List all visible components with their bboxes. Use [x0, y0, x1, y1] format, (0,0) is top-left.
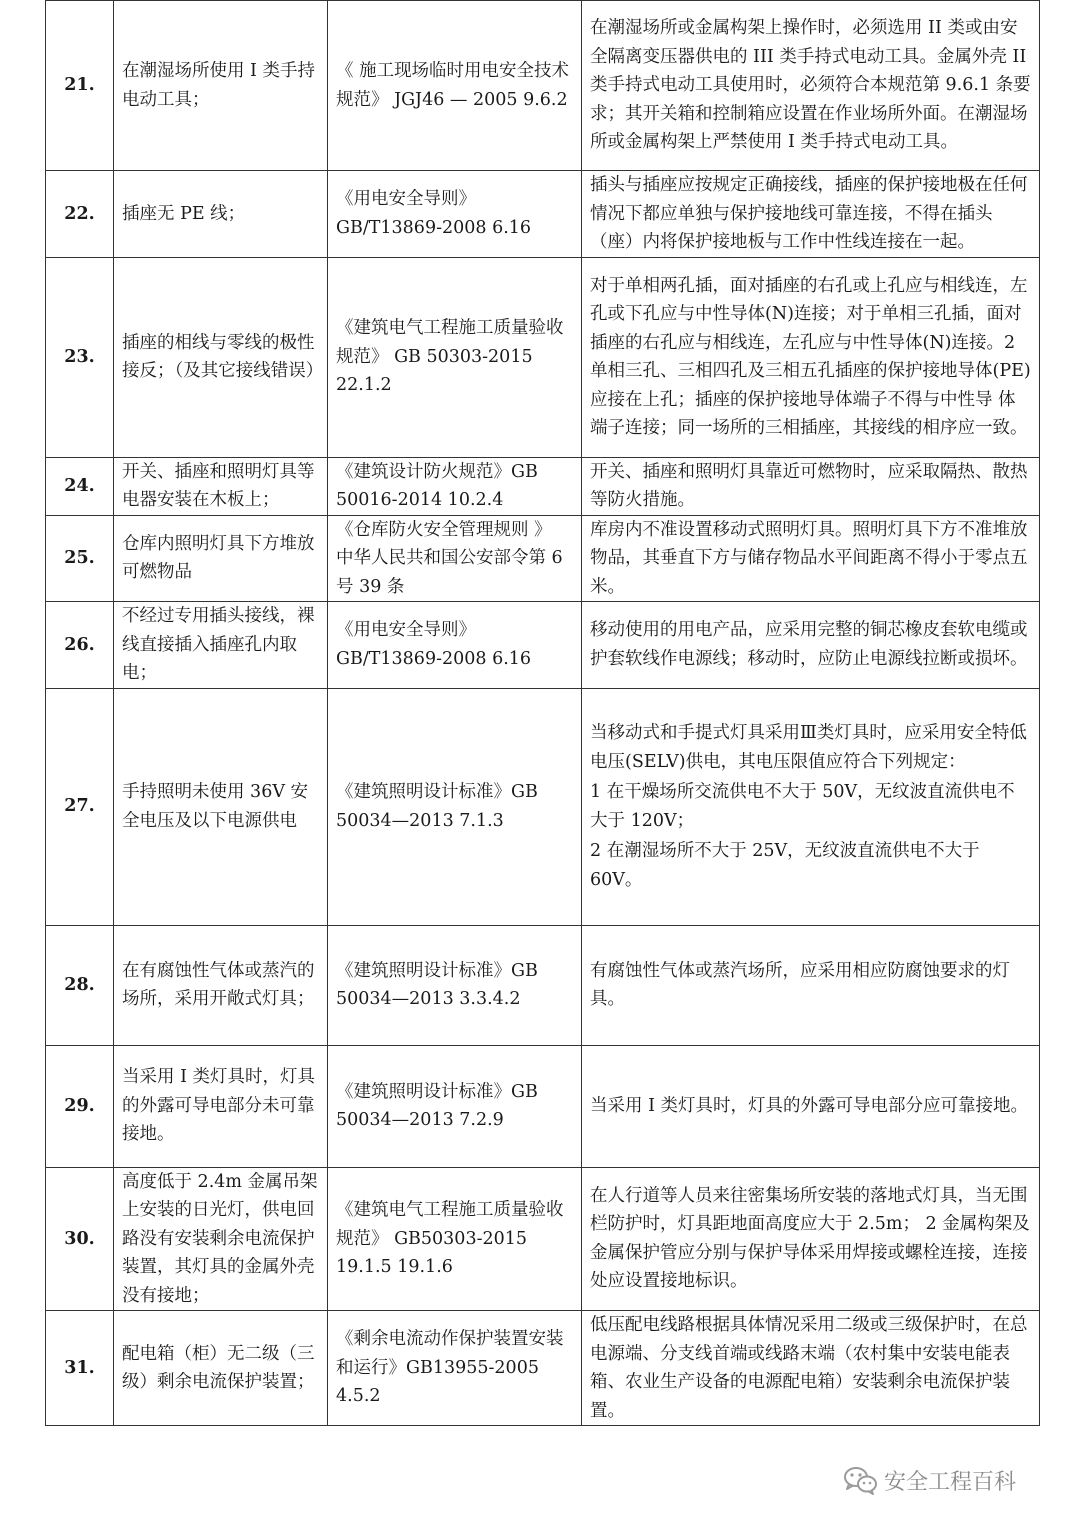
- requirement-cell: [582, 515, 1040, 602]
- table-row: [46, 602, 1040, 689]
- requirement-cell: [582, 257, 1040, 457]
- table-row: [46, 925, 1040, 1045]
- table-row: [46, 1, 1040, 171]
- table-row: [46, 1045, 1040, 1167]
- row-number: 23.: [46, 257, 114, 457]
- table-row: [46, 257, 1040, 457]
- table-row: [46, 1167, 1040, 1311]
- basis-cell: 《剩余电流动作保护装置安装和运行》GB13955-2005 4.5.2: [328, 1311, 582, 1426]
- requirement-paragraph: 当移动式和手提式灯具采用Ⅲ类灯具时，应采用安全特低电压(SELV)供电，其电压限值应符合下列规定：: [590, 723, 1027, 772]
- requirement-cell: [582, 457, 1040, 515]
- row-number: 29.: [46, 1045, 114, 1167]
- basis-cell: 《 施工现场临时用电安全技术规范》 JGJ46 — 2005 9.6.2: [328, 1, 582, 171]
- table-row: [46, 457, 1040, 515]
- requirement-paragraph: 在人行道等人员来往密集场所安装的落地式灯具，当无围栏防护时，灯具距地面高度应大于 2.5m； 2 金属构架及金属保护管应分别与保护导体采用焊接或螺栓连接，连接处应设置接地标识。: [590, 1185, 1030, 1292]
- requirement-cell: [582, 171, 1040, 258]
- issue-cell: 插座的相线与零线的极性接反；（及其它接线错误）: [114, 257, 328, 457]
- requirement-cell: [582, 1167, 1040, 1311]
- issue-cell: 不经过专用插头接线，裸线直接插入插座孔内取电；: [114, 602, 328, 689]
- requirement-cell: [582, 1, 1040, 171]
- basis-cell: 《建筑照明设计标准》GB 50034—2013 7.1.3: [328, 688, 582, 925]
- basis-cell: 《建筑照明设计标准》GB 50034—2013 3.3.4.2: [328, 925, 582, 1045]
- issue-cell: 在有腐蚀性气体或蒸汽的场所，采用开敞式灯具；: [114, 925, 328, 1045]
- basis-cell: 《建筑电气工程施工质量验收规范》 GB50303-2015 19.1.5 19.1.6: [328, 1167, 582, 1311]
- row-number: 31.: [46, 1311, 114, 1426]
- issue-cell: 仓库内照明灯具下方堆放可燃物品: [114, 515, 328, 602]
- requirement-paragraph: 对于单相两孔插，面对插座的右孔或上孔应与相线连，左孔或下孔应与中性导体(N)连接；对于单相三孔插，面对插座的右孔应与相线连，左孔应与中性导体(N)连接。2 单相三孔、三相四孔及三相五孔插座的保护接地导体(PE)应接在上孔；插座的保护接地导体端子不得与中性导 体端子连接；同一场所的三相插座，其接线的相序应一致。: [590, 275, 1031, 438]
- wechat-icon: [842, 1464, 878, 1496]
- row-number: 28.: [46, 925, 114, 1045]
- basis-cell: 《建筑照明设计标准》GB 50034—2013 7.2.9: [328, 1045, 582, 1167]
- row-number: 27.: [46, 688, 114, 925]
- requirement-paragraph: 在潮湿场所或金属构架上操作时，必须选用 II 类或由安全隔离变压器供电的 III 类手持式电动工具。金属外壳 II 类手持式电动工具使用时，必须符合本规范第 9.6.1 条要求；其开关箱和控制箱应设置在作业场所外面。在潮湿场所或金属构架上严禁使用 I 类手持式电动工具。: [590, 18, 1031, 153]
- table-body: [46, 1, 1040, 1426]
- safety-rules-table: [45, 0, 1040, 1426]
- requirement-paragraph: 当采用 I 类灯具时，灯具的外露可导电部分应可靠接地。: [590, 1095, 1029, 1116]
- table-row: [46, 171, 1040, 258]
- row-number: 22.: [46, 171, 114, 258]
- issue-cell: 插座无 PE 线；: [114, 171, 328, 258]
- requirement-paragraph: 低压配电线路根据具体情况采用二级或三级保护时，在总电源端、分支线首端或线路末端（农村集中安装电能表箱、农业生产设备的电源配电箱）安装剩余电流保护装置。: [590, 1315, 1028, 1421]
- requirement-paragraph: 插头与插座应按规定正确接线，插座的保护接地极在任何情况下都应单独与保护接地线可靠连接，不得在插头（座）内将保护接地板与工作中性线连接在一起。: [590, 175, 1028, 252]
- requirement-paragraph: 移动使用的用电产品，应采用完整的铜芯橡皮套软电缆或护套软线作电源线；移动时，应防止电源线拉断或损坏。: [590, 620, 1028, 669]
- row-number: 25.: [46, 515, 114, 602]
- issue-cell: 当采用 I 类灯具时，灯具的外露可导电部分未可靠接地。: [114, 1045, 328, 1167]
- basis-cell: 《建筑电气工程施工质量验收规范》 GB 50303-2015 22.1.2: [328, 257, 582, 457]
- requirement-cell: [582, 1311, 1040, 1426]
- basis-cell: 《仓库防火安全管理规则 》 中华人民共和国公安部令第 6 号 39 条: [328, 515, 582, 602]
- row-number: 21.: [46, 1, 114, 171]
- requirement-paragraph: 开关、插座和照明灯具靠近可燃物时，应采取隔热、散热等防火措施。: [590, 461, 1028, 510]
- basis-cell: 《建筑设计防火规范》GB 50016-2014 10.2.4: [328, 457, 582, 515]
- row-number: 26.: [46, 602, 114, 689]
- requirement-paragraph: 有腐蚀性气体或蒸汽场所，应采用相应防腐蚀要求的灯具。: [590, 960, 1010, 1009]
- requirement-paragraph: 2 在潮湿场所不大于 25V，无纹波直流供电不大于 60V。: [590, 841, 980, 890]
- table-row: [46, 1311, 1040, 1426]
- requirement-paragraph: 库房内不准设置移动式照明灯具。照明灯具下方不准堆放物品，其垂直下方与储存物品水平间距离不得小于零点五米。: [590, 519, 1028, 597]
- issue-cell: 开关、插座和照明灯具等电器安装在木板上；: [114, 457, 328, 515]
- requirement-cell: [582, 1045, 1040, 1167]
- table-row: [46, 515, 1040, 602]
- basis-cell: 《用电安全导则》 GB/T13869-2008 6.16: [328, 602, 582, 689]
- watermark: [842, 1462, 1047, 1498]
- row-number: 30.: [46, 1167, 114, 1311]
- requirement-cell: [582, 925, 1040, 1045]
- issue-cell: 在潮湿场所使用 I 类手持电动工具；: [114, 1, 328, 171]
- table-row: [46, 688, 1040, 925]
- requirement-paragraph: 1 在干燥场所交流供电不大于 50V，无纹波直流供电不大于 120V；: [590, 782, 1015, 831]
- row-number: 24.: [46, 457, 114, 515]
- requirement-cell: [582, 602, 1040, 689]
- issue-cell: 高度低于 2.4m 金属吊架上安装的日光灯，供电回路没有安装剩余电流保护装置，其灯具的金属外壳没有接地；: [114, 1167, 328, 1311]
- requirement-cell: [582, 688, 1040, 925]
- watermark-text: 安全工程百科: [884, 1469, 1017, 1495]
- issue-cell: 手持照明未使用 36V 安全电压及以下电源供电: [114, 688, 328, 925]
- basis-cell: 《用电安全导则》 GB/T13869-2008 6.16: [328, 171, 582, 258]
- issue-cell: 配电箱（柜）无二级（三级）剩余电流保护装置；: [114, 1311, 328, 1426]
